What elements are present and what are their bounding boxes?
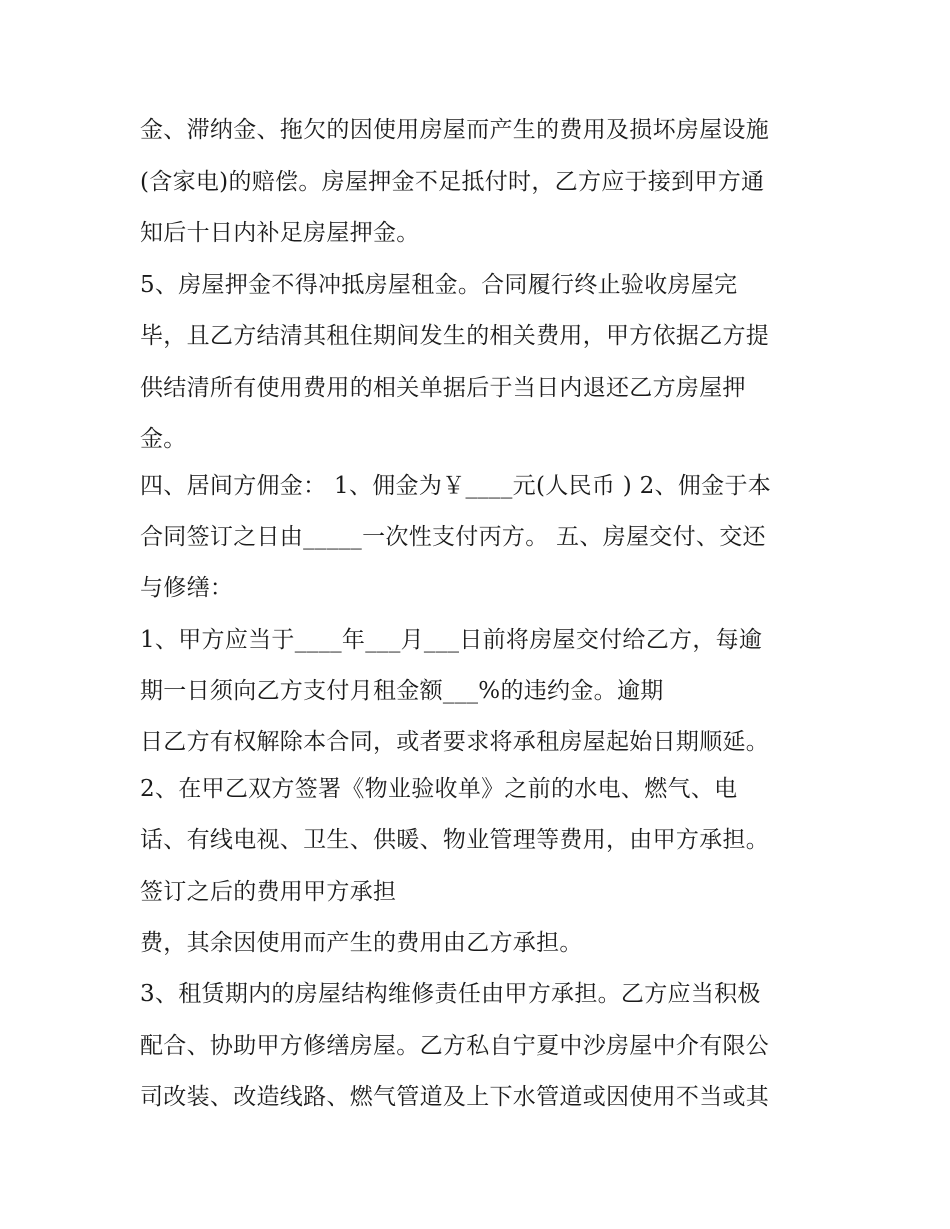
text-line: 日乙方有权解除本合同，或者要求将承租房屋起始日期顺延。 <box>140 729 770 755</box>
text-line: 费，其余因使用而产生的费用由乙方承担。 <box>140 930 583 956</box>
text-line: (含家电)的赔偿。房屋押金不足抵付时，乙方应于接到甲方通 <box>140 169 765 195</box>
text-line: 毕，且乙方结清其租住期间发生的相关费用，甲方依据乙方提 <box>140 323 770 349</box>
text-line: 期一日须向乙方支付月租金额___%的违约金。逾期 <box>140 678 664 704</box>
text-line: 5、房屋押金不得冲抵房屋租金。合同履行终止验收房屋完 <box>140 272 738 298</box>
text-line: 2、在甲乙双方签署《物业验收单》之前的水电、燃气、电 <box>140 776 738 802</box>
text-line: 3、租赁期内的房屋结构维修责任由甲方承担。乙方应当积极 <box>140 981 761 1007</box>
text-line: 1、甲方应当于____年___月___日前将房屋交付给乙方，每逾 <box>140 627 763 653</box>
text-line: 金、滞纳金、拖欠的因使用房屋而产生的费用及损坏房屋设施 <box>140 117 770 143</box>
text-line: 与修缮： <box>140 575 234 601</box>
text-line: 知后十日内补足房屋押金。 <box>140 220 420 246</box>
text-line: 签订之后的费用甲方承担 <box>140 879 397 905</box>
text-line: 供结清所有使用费用的相关单据后于当日内退还乙方房屋押 <box>140 375 746 401</box>
text-line: 合同签订之日由_____一次性支付丙方。 五、房屋交付、交还 <box>140 524 766 550</box>
text-line: 司改装、改造线路、燃气管道及上下水管道或因使用不当或其 <box>140 1084 770 1110</box>
text-line: 话、有线电视、卫生、供暖、物业管理等费用，由甲方承担。 <box>140 827 770 853</box>
text-line: 金。 <box>140 426 187 452</box>
text-line: 四、居间方佣金： 1、佣金为￥____元(人民币 ) 2、佣金于本 <box>140 473 772 499</box>
text-line: 配合、协助甲方修缮房屋。乙方私自宁夏中沙房屋中介有限公 <box>140 1033 770 1059</box>
